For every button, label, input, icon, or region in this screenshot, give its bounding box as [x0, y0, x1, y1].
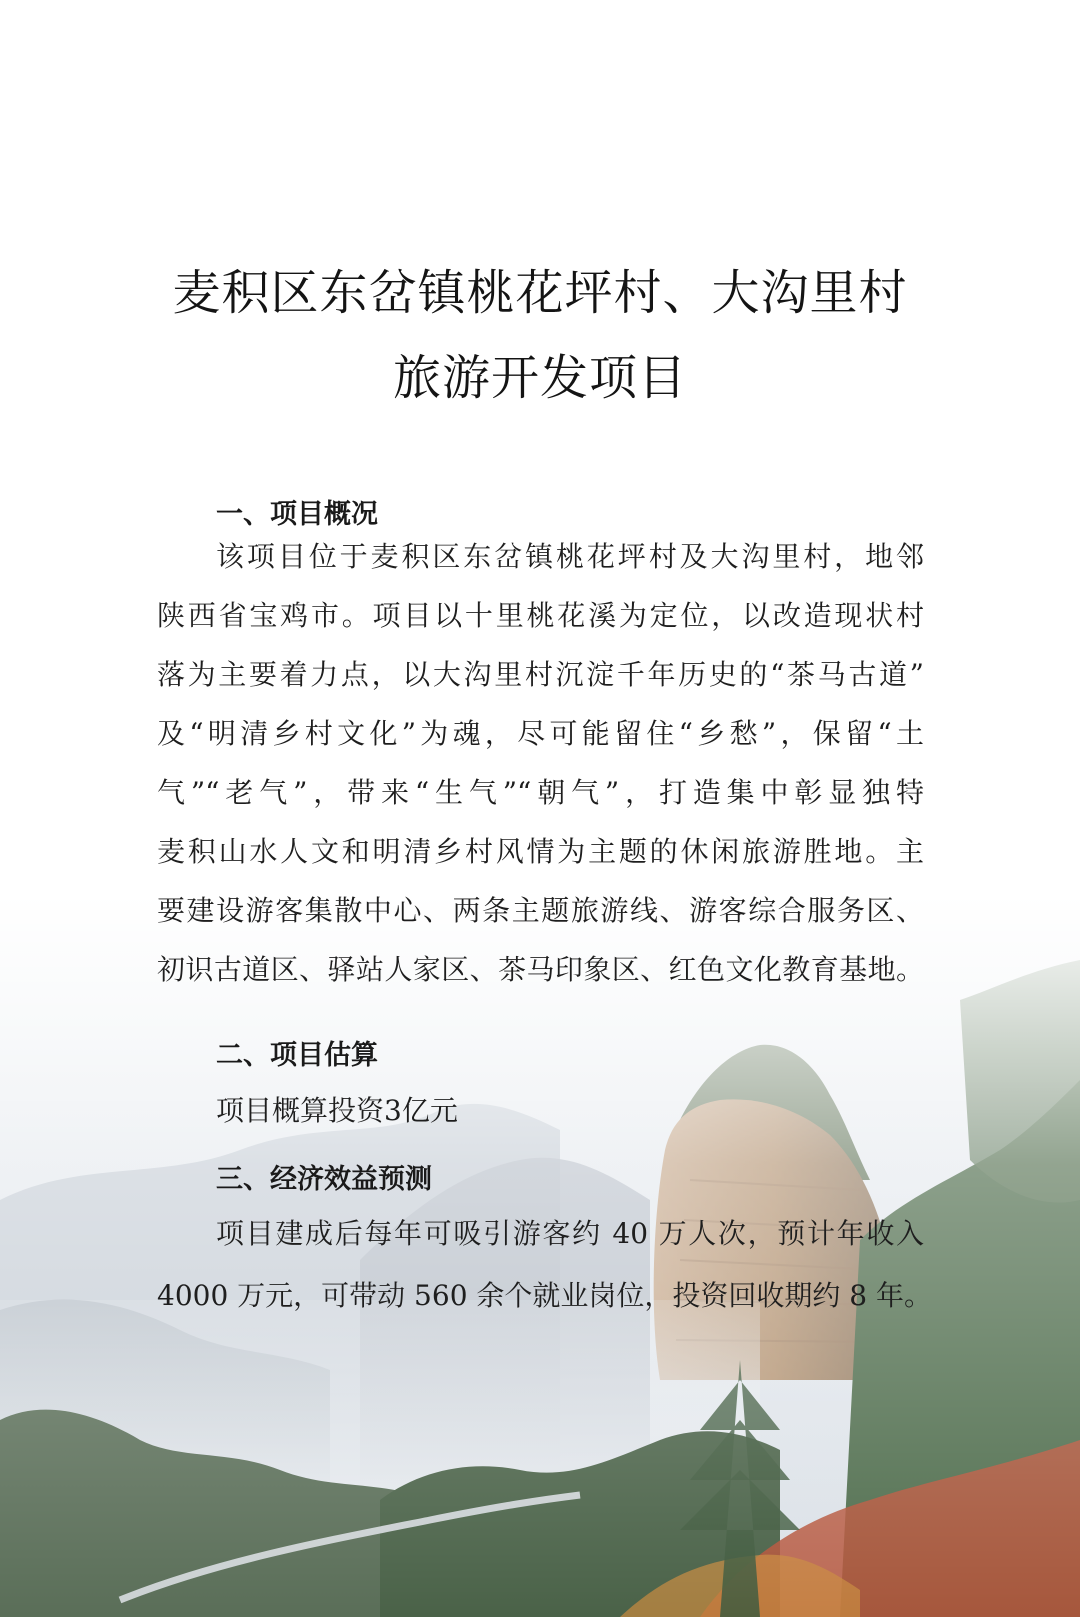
overview-line-6: 麦积山水人文和明清乡村风情为主题的休闲旅游胜地。主 — [157, 835, 924, 868]
document-title-line-2: 旅游开发项目 — [392, 350, 687, 406]
benefit-line-2: 4000 万元，可带动 560 余个就业岗位，投资回收期约 8 年。 — [157, 1279, 933, 1312]
overview-line-4: 及“明清乡村文化”为魂，尽可能留住“乡愁”，保留“土 — [157, 717, 924, 750]
overview-line-8: 初识古道区、驿站人家区、茶马印象区、红色文化教育基地。 — [157, 953, 924, 986]
section-heading-benefit: 三、经济效益预测 — [216, 1164, 432, 1195]
overview-line-1: 该项目位于麦积区东岔镇桃花坪村及大沟里村，地邻 — [216, 540, 924, 573]
section-heading-overview: 一、项目概况 — [216, 499, 378, 530]
overview-line-3: 落为主要着力点，以大沟里村沉淀千年历史的“茶马古道” — [157, 658, 924, 691]
document-title-line-1: 麦积区东岔镇桃花坪村、大沟里村 — [172, 265, 908, 321]
overview-line-2: 陕西省宝鸡市。项目以十里桃花溪为定位，以改造现状村 — [157, 599, 924, 632]
overview-line-7: 要建设游客集散中心、两条主题旅游线、游客综合服务区、 — [157, 894, 924, 927]
benefit-line-1: 项目建成后每年可吸引游客约 40 万人次，预计年收入 — [216, 1217, 924, 1250]
estimate-line-1: 项目概算投资3亿元 — [216, 1094, 458, 1127]
overview-line-5: 气”“老气”，带来“生气”“朝气”，打造集中彰显独特 — [157, 776, 924, 809]
section-heading-estimate: 二、项目估算 — [216, 1040, 378, 1071]
